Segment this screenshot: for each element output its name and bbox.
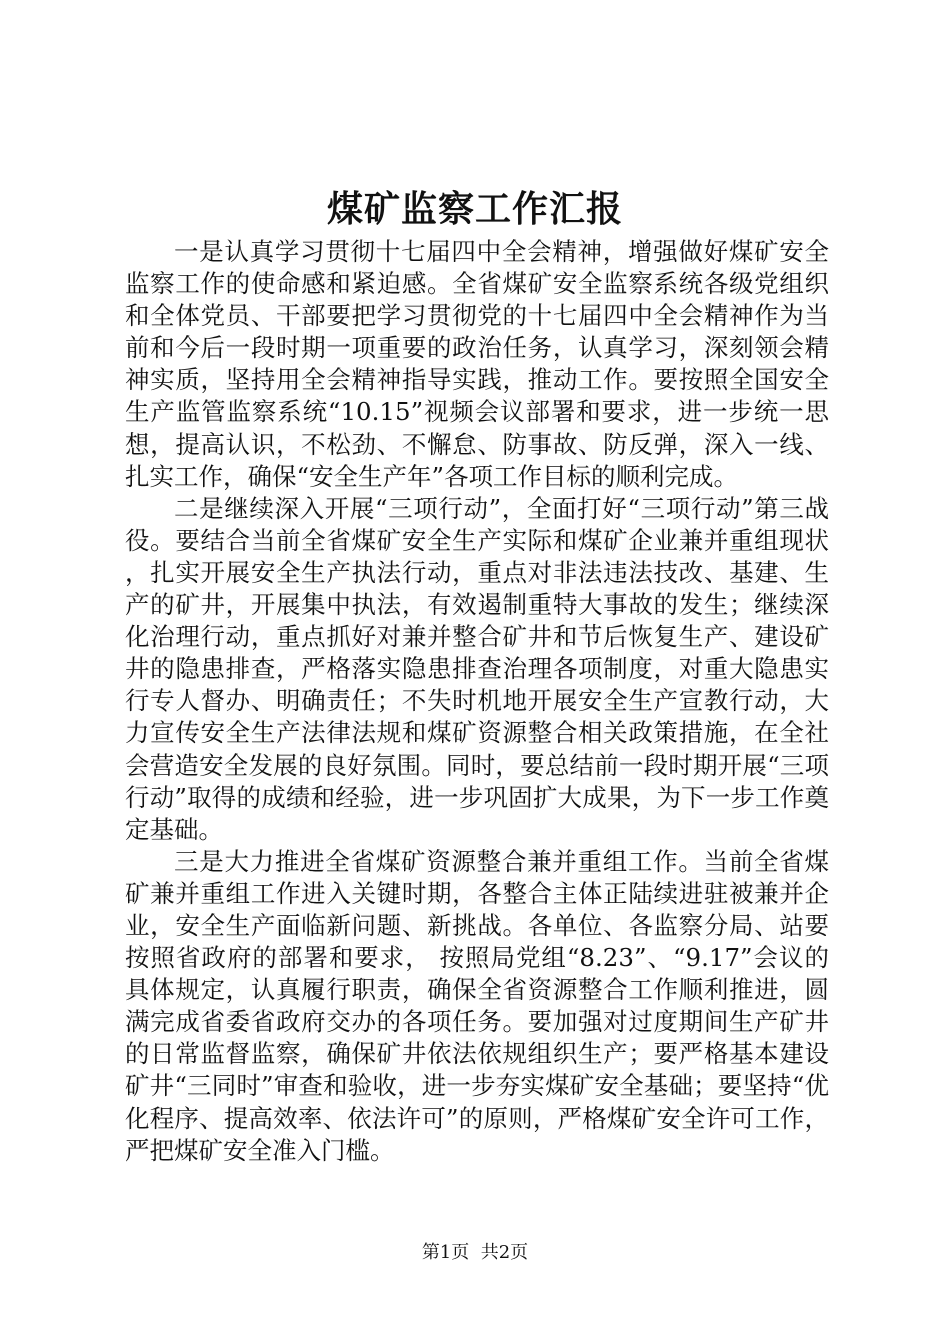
paragraph-3: 三是大力推进全省煤矿资源整合兼并重组工作。当前全省煤矿兼并重组工作进入关键时期，各整合主体正陆续进驻被兼并企业，安全生产面临新问题、新挑战。各单位、各监察分局、站要按照省政府的部署和要求， 按照局党组“8.23”、“9.17”会议的具体规定，认真履行职责，确保全省资源整合工作顺利推进，圆满完成省委省政府交办的各项任务。要加强对过度期间生产矿井的日常监督监察，确保矿井依法依规组织生产；要严格基本建设矿井“三同时”审查和验收，进一步夯实煤矿安全基础；要坚持“优化程序、提高效率、依法许可”的原则，严格煤矿安全许可工作，严把煤矿安全准入门槛。 [125,846,829,1165]
paragraph-2: 二是继续深入开展“三项行动”，全面打好“三项行动”第三战役。要结合当前全省煤矿安全生产实际和煤矿企业兼并重组现状，扎实开展安全生产执法行动，重点对非法违法技改、基建、生产的矿井，开展集中执法，有效遏制重特大事故的发生；继续深化治理行动，重点抓好对兼并整合矿井和节后恢复生产、建设矿井的隐患排查，严格落实隐患排查治理各项制度，对重大隐患实行专人督办、明确责任；不失时机地开展安全生产宣教行动，大力宣传安全生产法律法规和煤矿资源整合相关政策措施，在全社会营造安全发展的良好氛围。同时，要总结前一段时期开展“三项行动”取得的成绩和经验，进一步巩固扩大成果，为下一步工作奠定基础。 [125,493,829,844]
page-footer: 第1页 共2页 [421,1242,529,1263]
paragraph-1: 一是认真学习贯彻十七届四中全会精神，增强做好煤矿安全监察工作的使命感和紧迫感。全省煤矿安全监察系统各级党组织和全体党员、干部要把学习贯彻党的十七届四中全会精神作为当前和今后一段时期一项重要的政治任务，认真学习，深刻领会精神实质，坚持用全会精神指导实践，推动工作。要按照全国安全生产监管监察系统“10.15”视频会议部署和要求，进一步统一思想，提高认识，不松劲、不懈怠、防事故、防反弹，深入一线、扎实工作，确保“安全生产年”各项工作目标的顺利完成。 [125,237,829,491]
document-title: 煤矿监察工作汇报 [326,188,623,230]
document-body [125,236,829,1167]
